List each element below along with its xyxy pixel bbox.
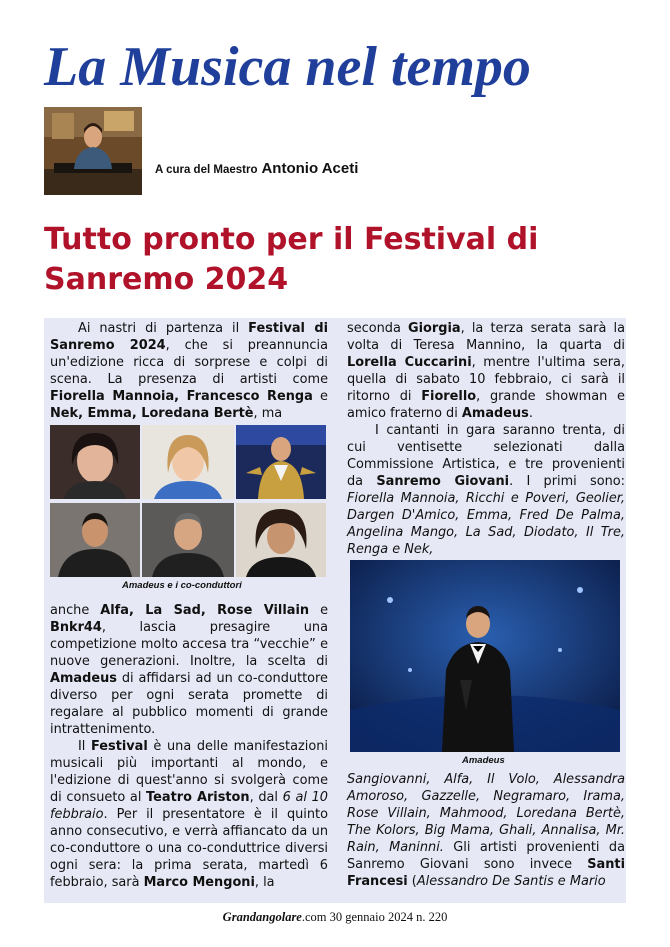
page-footer — [0, 910, 670, 925]
article-headline: Tutto pronto per il Festival di Sanremo 2024 — [44, 222, 539, 297]
co-host-photo — [50, 503, 140, 577]
article-column-left-continued: anche Alfa, La Sad, Rose Villain e Bnkr44, lascia presagire una competizione molto accesa tra “vecchie” e nuove generazioni. Inoltre, la scelta di Amadeus di affidarsi ad un co-conduttore diverso per ogni serata promette di regalare al pubblico momenti di grande intrattenimento. Il Festival è una delle manifestazioni musicali più importanti al mondo, e l'edizione di quest'anno si svolgerà come di consueto al Teatro Ariston, dal 6 al 10 febbraio. Per il presentatore è il quinto anno consecutivo, e verrà affiancato da un co-conduttore o una co-conduttrice diversi ogni sera: la prima serata, martedì 6 febbraio, sarà Marco Mengoni, la — [50, 603, 328, 890]
article-body — [44, 318, 626, 903]
byline-prefix: A cura del Maestro — [155, 164, 258, 176]
masthead-title: La Musica nel tempo — [44, 36, 531, 98]
amadeus-photo — [350, 560, 620, 752]
amadeus-photo-caption: Amadeus — [462, 755, 505, 766]
co-host-photo — [142, 425, 234, 499]
co-host-photo — [236, 425, 326, 499]
article-column-left: Ai nastri di partenza il Festival di Sanremo 2024, che si preannuncia un'edizione ricca di sorprese e colpi di scena. La presenza di artisti come Fiorella Mannoia, Francesco Renga e Nek, Emma, Loredana Bertè, ma — [50, 321, 329, 421]
co-host-photo — [142, 503, 234, 577]
co-hosts-photo-caption: Amadeus e i co-conduttori — [122, 580, 242, 591]
byline — [155, 160, 358, 177]
co-host-photo — [236, 503, 326, 577]
article-column-right: seconda Giorgia, la terza serata sarà la volta di Teresa Mannino, la quarta di Lorella Cuccarini, mentre l'ultima sera, quella di sabato 10 febbraio, ci sarà il ritorno di Fiorello, grande showman e amico fraterno di Amadeus. I cantanti in gara saranno trenta, di cui ventisette selezionati dalla Commissione Artistica, e tre provenienti da Sanremo Giovani. I primi sono: Fiorella Mannoia, Ricchi e Poveri, Geolier, Dargen D'Amico, Emma, Fred De Palma, Angelina Mango, La Sad, Diodato, Il Tre, Renga e Nek, — [347, 321, 626, 557]
author-photo — [44, 107, 142, 195]
footer-site: Grandangolare — [222, 910, 302, 924]
article-column-right-continued: Sangiovanni, Alfa, Il Volo, Alessandra Amoroso, Gazzelle, Negramaro, Irama, Rose Villain, Mahmood, Loredana Bertè, The Kolors, Big Mama, Ghali, Annalisa, Mr. Rain, Maninni. Gli artisti provenienti da Sanremo Giovani sono invece Santi Francesi (Alessandro De Santis e Mario — [347, 772, 625, 889]
footer-issue: .com 30 gennaio 2024 n. 220 — [301, 910, 448, 924]
co-host-photo — [50, 425, 140, 499]
co-hosts-photo-grid — [50, 425, 326, 577]
byline-name: Antonio Aceti — [261, 160, 359, 177]
